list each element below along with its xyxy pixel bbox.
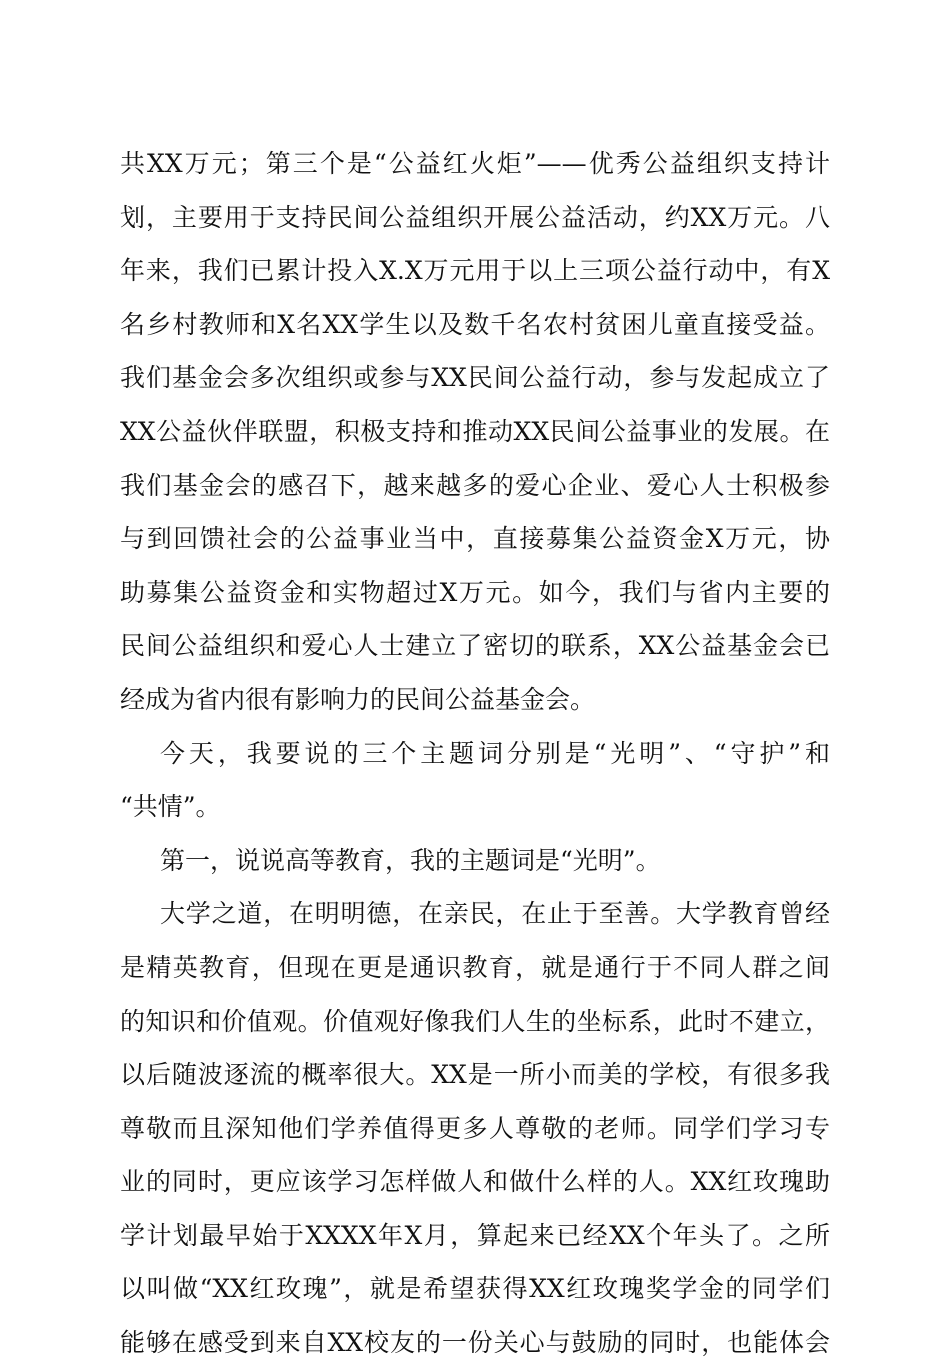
text-line: “共情”。 xyxy=(120,792,221,822)
text-line: 年来，我们已累计投入X.X万元用于以上三项公益行动中，有X xyxy=(120,256,830,286)
text-line: 民间公益组织和爱心人士建立了密切的联系，XX公益基金会已 xyxy=(120,631,830,661)
section-heading-line: 第一，说说高等教育，我的主题词是“光明”。 xyxy=(160,845,661,875)
text-line: 助募集公益资金和实物超过X万元。如今，我们与省内主要的 xyxy=(120,577,830,607)
paragraph-foundation-achievements xyxy=(120,137,830,727)
text-line: 尊敬而且深知他们学养值得更多人尊敬的老师。同学们学习专 xyxy=(120,1113,830,1143)
document-body xyxy=(120,137,830,1370)
text-line: 今天，我要说的三个主题词分别是“光明”、“守护”和 xyxy=(160,738,830,768)
text-line: 以叫做“XX红玫瑰”，就是希望获得XX红玫瑰奖学金的同学们 xyxy=(120,1274,830,1304)
text-line: 的知识和价值观。价值观好像我们人生的坐标系，此时不建立， xyxy=(120,1006,830,1036)
text-line: 名乡村教师和X名XX学生以及数千名农村贫困儿童直接受益。 xyxy=(120,309,830,339)
text-line: 共XX万元；第三个是“公益红火炬”——优秀公益组织支持计 xyxy=(120,149,830,178)
text-line: 以后随波逐流的概率很大。XX是一所小而美的学校，有很多我 xyxy=(120,1060,830,1090)
text-line: 我们基金会的感召下，越来越多的爱心企业、爱心人士积极参 xyxy=(120,470,830,500)
text-line: 大学之道，在明明德，在亲民，在止于至善。大学教育曾经 xyxy=(160,899,830,929)
text-line: 我们基金会多次组织或参与XX民间公益行动，参与发起成立了 xyxy=(120,363,830,393)
text-line: 业的同时，更应该学习怎样做人和做什么样的人。XX红玫瑰助 xyxy=(120,1167,830,1197)
text-line: 学计划最早始于XXXX年X月，算起来已经XX个年头了。之所 xyxy=(120,1220,830,1250)
paragraph-university-education xyxy=(120,887,830,1369)
text-line: 能够在感受到来自XX校友的一份关心与鼓励的同时，也能体会 xyxy=(120,1328,830,1358)
text-line: 是精英教育，但现在更是通识教育，就是通行于不同人群之间 xyxy=(120,952,830,982)
text-line: 与到回馈社会的公益事业当中，直接募集公益资金X万元，协 xyxy=(120,524,830,554)
text-line: 划，主要用于支持民间公益组织开展公益活动，约XX万元。八 xyxy=(120,202,830,232)
paragraph-three-keywords xyxy=(120,727,830,834)
paragraph-section-heading-higher-education xyxy=(120,834,830,888)
text-line: 经成为省内很有影响力的民间公益基金会。 xyxy=(120,684,596,714)
text-line: XX公益伙伴联盟，积极支持和推动XX民间公益事业的发展。在 xyxy=(120,416,830,446)
